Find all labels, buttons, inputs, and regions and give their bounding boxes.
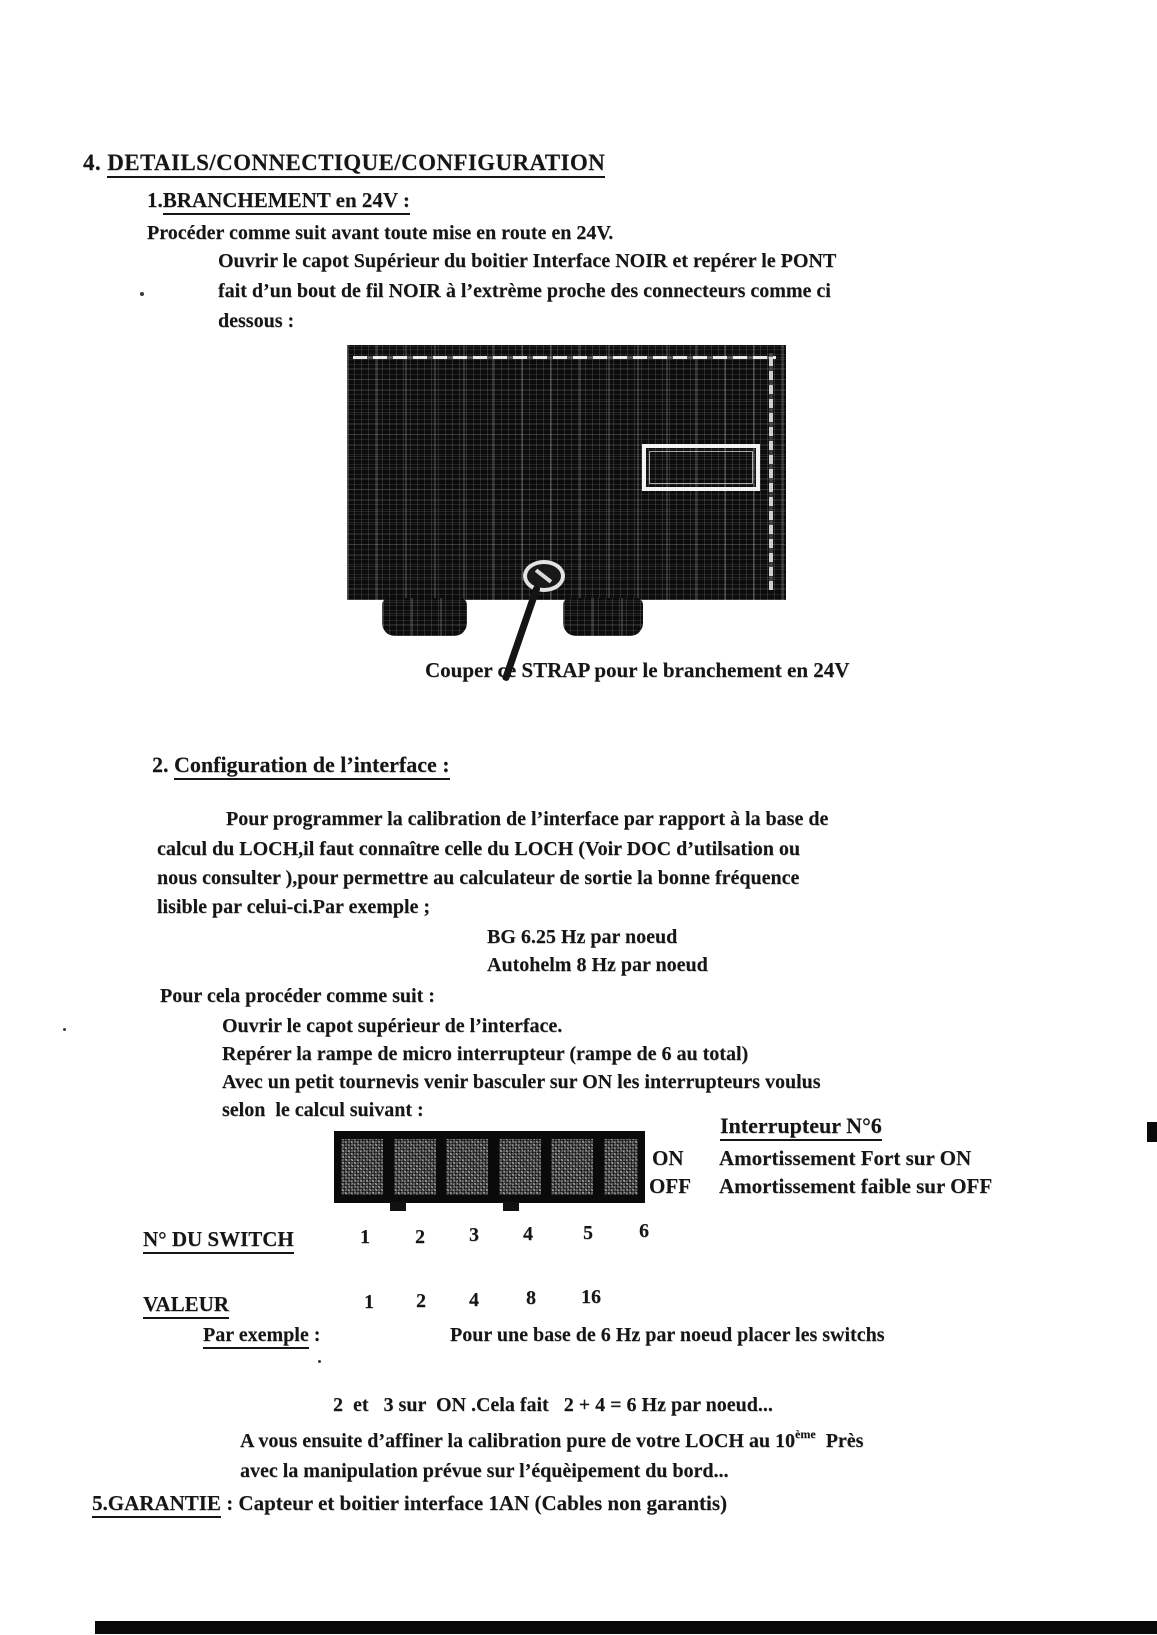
switch-num-4: 4 xyxy=(523,1223,533,1245)
dip-switch-1 xyxy=(341,1139,383,1195)
valeur-num-1: 1 xyxy=(364,1291,374,1313)
dip-switch-5 xyxy=(551,1139,593,1195)
sub1-number: 1. xyxy=(147,188,163,212)
steps-intro: Pour cela procéder comme suit : xyxy=(160,985,435,1007)
dip-switch-3 xyxy=(446,1139,488,1195)
para2-line-1: Pour programmer la calibration de l’interface par rapport à la base de xyxy=(226,808,829,830)
body-line-2: fait d’un bout de fil NOIR à l’extrème proche des connecteurs comme ci xyxy=(218,280,831,302)
switch-num-6: 6 xyxy=(639,1220,649,1242)
garantie-label: 5.GARANTIE xyxy=(92,1491,221,1518)
dip-switch-4 xyxy=(499,1139,541,1195)
intro-line: Procéder comme suit avant toute mise en route en 24V. xyxy=(147,222,614,244)
strap-circle xyxy=(523,560,565,592)
interrupteur6-heading xyxy=(720,1113,882,1138)
valeur-row-label-text: VALEUR xyxy=(143,1292,229,1319)
closing-line-1-tail: Près xyxy=(815,1430,864,1452)
valeur-num-5: 16 xyxy=(581,1286,601,1308)
example-bg-line: BG 6.25 Hz par noeud xyxy=(487,926,678,948)
switch-num-3: 3 xyxy=(469,1224,479,1246)
closing-line-2: avec la manipulation prévue sur l’équèipement du bord... xyxy=(240,1460,729,1482)
section2-number: 2. xyxy=(152,752,174,777)
par-exemple-colon: : xyxy=(308,1324,321,1346)
dip-switch-6 xyxy=(604,1139,638,1195)
scan-speck-3 xyxy=(318,1360,321,1363)
par-exemple-text: Par exemple xyxy=(203,1324,309,1349)
switch-num-5: 5 xyxy=(583,1222,593,1244)
step-3: Avec un petit tournevis venir basculer sur ON les interrupteurs voulus xyxy=(222,1071,821,1093)
figure-caption: Couper ce STRAP pour le branchement en 24V xyxy=(425,658,850,682)
box-foot-right xyxy=(563,598,643,636)
garantie-line xyxy=(92,1491,727,1515)
section2-title: Configuration de l’interface : xyxy=(174,752,450,780)
scan-speck-1 xyxy=(140,292,144,296)
body-line-1: Ouvrir le capot Supérieur du boitier Interface NOIR et repérer le PONT xyxy=(218,250,837,272)
section4-heading xyxy=(83,150,605,176)
scan-speck-2 xyxy=(63,1028,66,1031)
valeur-num-4: 8 xyxy=(526,1287,536,1309)
dip-switch-2 xyxy=(394,1139,436,1195)
body-line-3: dessous : xyxy=(218,310,295,332)
example-autohelm-line: Autohelm 8 Hz par noeud xyxy=(487,954,708,976)
para2-line-2: calcul du LOCH,il faut connaître celle du LOCH (Voir DOC d’utilsation ou xyxy=(157,838,801,860)
sub1-title: BRANCHEMENT en 24V : xyxy=(163,188,410,215)
scan-edge-nub xyxy=(1147,1122,1157,1142)
step-2: Repérer la rampe de micro interrupteur (rampe de 6 au total) xyxy=(222,1043,749,1065)
valeur-num-3: 4 xyxy=(469,1289,479,1311)
scan-edge-bar xyxy=(95,1621,1157,1634)
para2-line-3: nous consulter ),pour permettre au calculateur de sortie la bonne fréquence xyxy=(157,867,800,889)
interface-box-figure xyxy=(347,345,786,600)
off-label: OFF xyxy=(649,1174,691,1198)
off-description: Amortissement faible sur OFF xyxy=(719,1174,993,1198)
on-label: ON xyxy=(652,1146,684,1170)
section2-heading xyxy=(152,752,450,777)
switch-num-2: 2 xyxy=(415,1226,425,1248)
step-1: Ouvrir le capot supérieur de l’interface. xyxy=(222,1015,563,1037)
valeur-row-label xyxy=(143,1292,229,1316)
connector-inner-outline xyxy=(649,451,753,484)
closing-line-1-text: A vous ensuite d’affiner la calibration pure de votre LOCH au 10 xyxy=(240,1430,796,1452)
switch-num-1: 1 xyxy=(360,1226,370,1248)
strap-slot xyxy=(535,569,552,584)
step-4: selon le calcul suivant : xyxy=(222,1099,424,1121)
valeur-num-2: 2 xyxy=(416,1290,426,1312)
bank-pin-1 xyxy=(390,1202,406,1211)
closing-line-1 xyxy=(240,1428,863,1453)
closing-line-1-superscript: ème xyxy=(795,1427,816,1441)
para2-line-4: lisible par celui-ci.Par exemple ; xyxy=(157,896,431,918)
bank-pin-2 xyxy=(503,1202,519,1211)
connector-outline xyxy=(642,444,760,491)
par-exemple-sentence: Pour une base de 6 Hz par noeud placer les switchs xyxy=(450,1324,885,1346)
par-exemple-label xyxy=(203,1324,320,1347)
garantie-text: : Capteur et boitier interface 1AN (Cables non garantis) xyxy=(220,1491,728,1515)
calc-line: 2 et 3 sur ON .Cela fait 2 + 4 = 6 Hz par noeud... xyxy=(333,1394,773,1416)
dip-switch-bank-figure xyxy=(334,1131,645,1203)
box-foot-left xyxy=(382,598,467,636)
section4-title: DETAILS/CONNECTIQUE/CONFIGURATION xyxy=(107,150,605,178)
switch-row-label-text: N° DU SWITCH xyxy=(143,1227,294,1254)
box-right-highlight xyxy=(769,353,773,590)
section4-number: 4. xyxy=(83,150,108,175)
switch-row-label xyxy=(143,1227,294,1251)
on-description: Amortissement Fort sur ON xyxy=(719,1146,972,1170)
sub1-heading xyxy=(147,188,410,212)
box-top-highlight xyxy=(353,356,776,359)
interrupteur6-title: Interrupteur N°6 xyxy=(720,1113,882,1141)
